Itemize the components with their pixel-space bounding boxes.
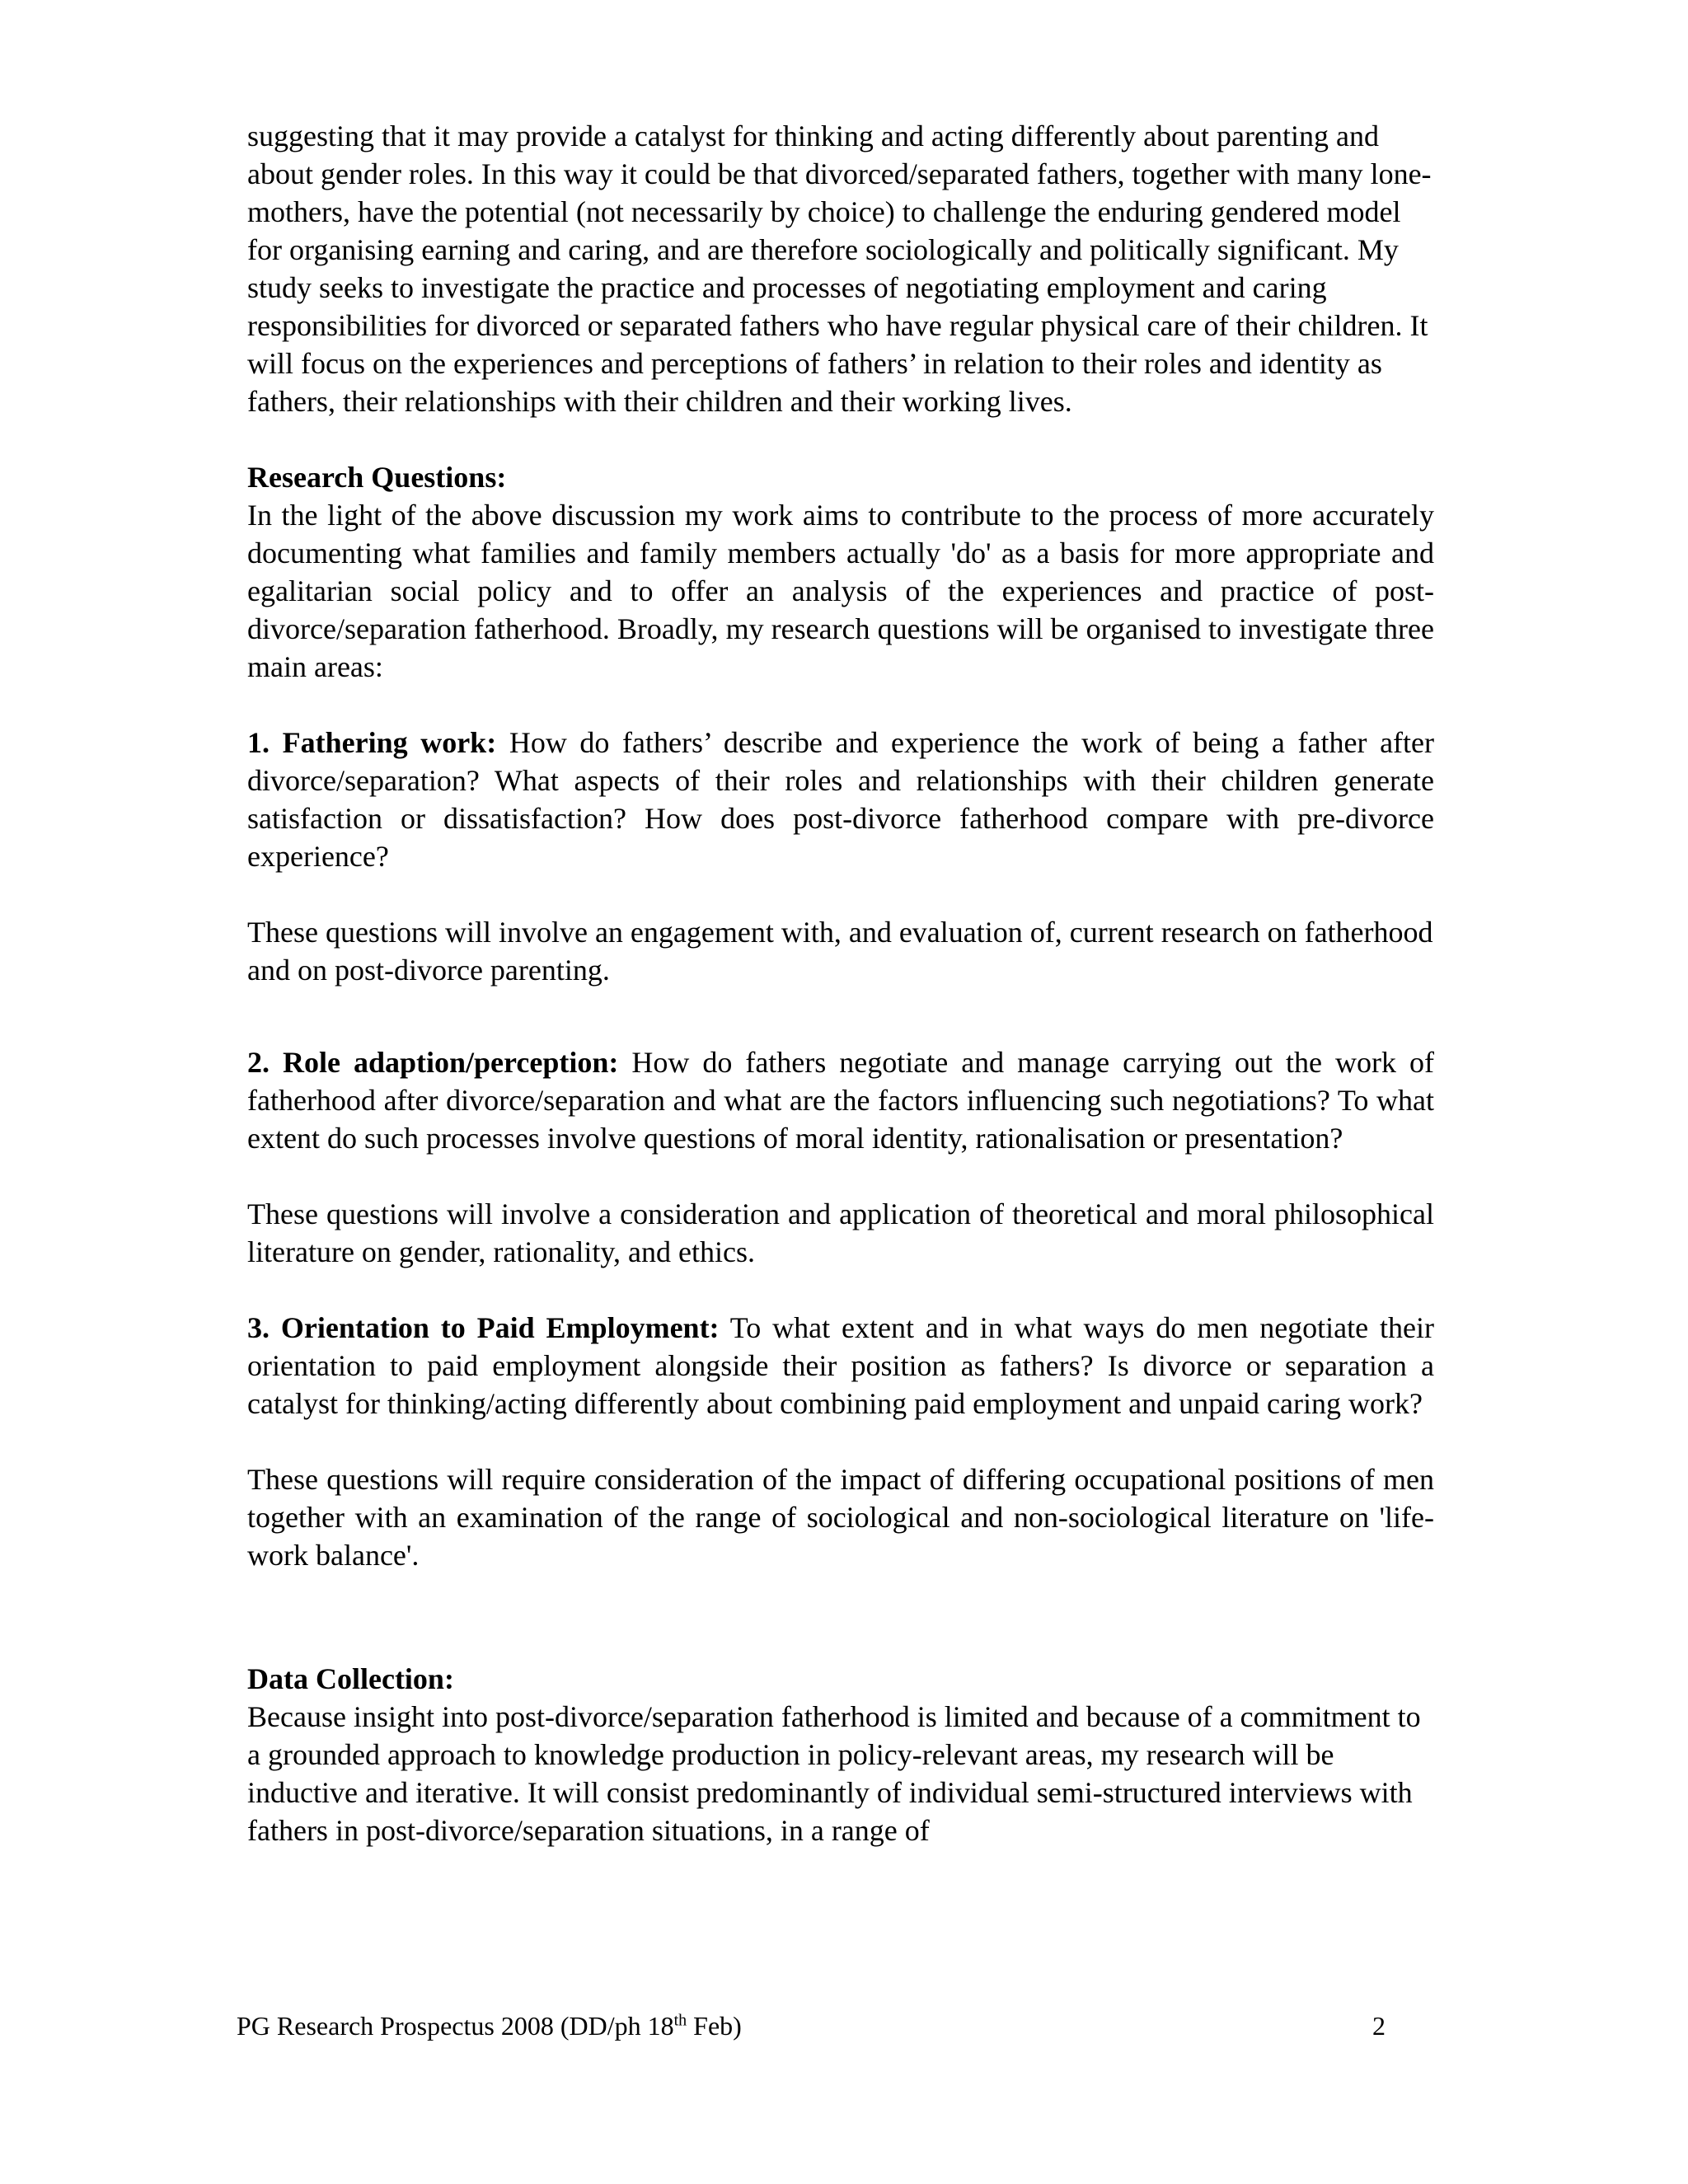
spacer (247, 1271, 1434, 1309)
area-2-note: These questions will involve a consideration and application of theoretical and moral philosophical literature on gender, rationality, and ethics. (247, 1197, 1434, 1268)
footer-title-superscript: th (673, 2011, 687, 2030)
area-3-question (247, 1309, 1434, 1422)
spacer (247, 1574, 1434, 1660)
data-collection-text: Because insight into post-divorce/separation fatherhood is limited and because of a commitment to a grounded approach to knowledge production in policy-relevant areas, my research will be inductive and iterative. It will consist predominantly of individual semi-structured interviews with fathers in post-divorce/separation situations, in a range of (247, 1700, 1421, 1847)
area-1-question (247, 724, 1434, 875)
footer-title-text: PG Research Prospectus 2008 (DD/ph 18 (237, 2011, 674, 2041)
footer-document-title (237, 2009, 742, 2042)
spacer (247, 1422, 1434, 1460)
area-3-note: These questions will require consideration of the impact of differing occupational positions of men together with an examination of the range of sociological and non-sociological literature on 'life-work balance'. (247, 1463, 1434, 1572)
footer-title-end: Feb) (687, 2011, 742, 2041)
document-page (247, 117, 1434, 1849)
spacer (247, 875, 1434, 913)
area-1-text: How do fathers’ describe and experience the work of being a father after divorce/separation? What aspects of their roles and relationships with their children generate satisfaction or dissatisfaction? How does post-divorce fatherhood compare with pre-divorce experience? (247, 726, 1435, 873)
intro-paragraph: suggesting that it may provide a catalyst for thinking and acting differently about parenting and about gender roles. In this way it could be that divorced/separated fathers, together with many lone-mothers, have the potential (not necessarily by choice) to challenge the enduring gendered model for organising earning and caring, and are therefore sociologically and politically significant. My study seeks to investigate the practice and processes of negotiating employment and caring responsibilities for divorced or separated fathers who have regular physical care of their children. It will focus on the experiences and perceptions of fathers’ in relation to their roles and identity as fathers, their relationships with their children and their working lives. (247, 120, 1432, 418)
area-3-title: 3. Orientation to Paid Employment: (247, 1311, 720, 1344)
area-2-text: How do fathers negotiate and manage carrying out the work of fatherhood after divorce/separation and what are the factors influencing such negotiations? To what extent do such processes involve questions of moral identity, rationalisation or presentation? (247, 1046, 1434, 1155)
spacer (247, 420, 1434, 458)
page-footer (237, 2009, 1386, 2042)
area-1-note: These questions will involve an engagement with, and evaluation of, current research on fatherhood and on post-divorce parenting. (247, 916, 1433, 987)
spacer (247, 989, 1434, 1043)
research-questions-heading: Research Questions: (247, 461, 507, 494)
spacer (247, 686, 1434, 724)
area-1-title: 1. Fathering work: (247, 726, 497, 759)
research-questions-intro: In the light of the above discussion my work aims to contribute to the process of more accurately documenting what families and family members actually 'do' as a basis for more appropriate and egalitarian social policy and to offer an analysis of the experiences and practice of post-divorce/separation fatherhood. Broadly, my research questions will be organised to investigate three main areas: (247, 499, 1434, 683)
page-number: 2 (1372, 2011, 1386, 2041)
area-2-title: 2. Role adaption/perception: (247, 1046, 619, 1079)
area-2-question (247, 1043, 1434, 1157)
spacer (247, 1157, 1434, 1195)
data-collection-heading: Data Collection: (247, 1662, 454, 1695)
area-3-text: To what extent and in what ways do men negotiate their orientation to paid employment alongside their position as fathers? Is divorce or separation a catalyst for thinking/acting differently about combining paid employment and unpaid caring work? (247, 1311, 1434, 1420)
